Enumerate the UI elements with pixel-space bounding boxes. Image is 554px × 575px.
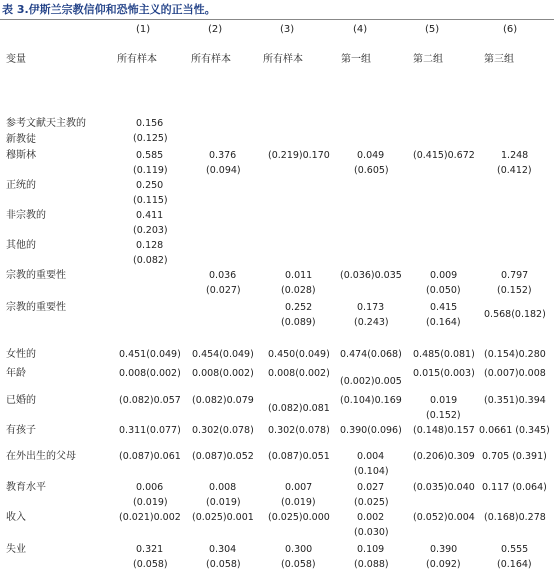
table-cell: (0.007)0.008 [484, 368, 546, 379]
table-cell: 0.019 [430, 395, 458, 406]
table-cell: (0.050) [426, 285, 461, 296]
table-cell: 0.797 [501, 270, 529, 281]
row-label: 失业 [6, 544, 26, 555]
table-cell: 0.568(0.182) [484, 309, 546, 320]
table-cell: (0.025)0.000 [268, 512, 330, 523]
row-label: 收入 [6, 512, 26, 523]
table-cell: (0.243) [354, 317, 389, 328]
table-cell: (0.351)0.394 [484, 395, 546, 406]
table-cell: (0.025)0.001 [192, 512, 254, 523]
table-cell: 0.109 [357, 544, 385, 555]
table-cell: 0.027 [357, 482, 385, 493]
table-cell: (0.206)0.309 [413, 451, 475, 462]
table-cell: 0.321 [136, 544, 164, 555]
table-cell: (0.089) [281, 317, 316, 328]
table-cell: (0.168)0.278 [484, 512, 546, 523]
col-num-4: (4) [353, 24, 368, 35]
row-label: 正统的 [6, 180, 36, 191]
row-label: 新教徒 [6, 134, 36, 145]
table-cell: (0.019) [133, 497, 168, 508]
table-cell: (0.082) [133, 255, 168, 266]
col-label-2: 所有样本 [191, 54, 231, 65]
table-cell: 0.015(0.003) [413, 368, 475, 379]
table-cell: 0.252 [285, 302, 313, 313]
table-cell: (0.164) [497, 559, 532, 570]
table-cell: (0.087)0.052 [192, 451, 254, 462]
col-label-4: 第一组 [341, 54, 371, 65]
table-cell: (0.036)0.035 [340, 270, 402, 281]
table-cell: (0.058) [133, 559, 168, 570]
top-rule [0, 19, 554, 20]
variable-header: 变量 [6, 54, 26, 65]
table-cell: (0.094) [206, 165, 241, 176]
table-cell: 0.250 [136, 180, 164, 191]
row-label: 其他的 [6, 240, 36, 251]
row-label: 年龄 [6, 368, 26, 379]
table-cell: 0.002 [357, 512, 385, 523]
table-cell: 0.128 [136, 240, 164, 251]
table-title: 表 3.伊斯兰宗教信仰和恐怖主义的正当性。 [2, 3, 216, 16]
table-cell: (0.027) [206, 285, 241, 296]
table-cell: (0.052)0.004 [413, 512, 475, 523]
table-cell: 0.555 [501, 544, 529, 555]
table-cell: (0.030) [354, 527, 389, 538]
table-cell: (0.104)0.169 [340, 395, 402, 406]
table-cell: (0.605) [354, 165, 389, 176]
table-cell: (0.019) [281, 497, 316, 508]
row-label: 在外出生的父母 [6, 451, 76, 462]
row-label: 教育水平 [6, 482, 46, 493]
table-cell: 0.705 (0.391) [482, 451, 547, 462]
table-cell: 0.376 [209, 150, 237, 161]
col-num-3: (3) [280, 24, 295, 35]
table-cell: 0.008(0.002) [192, 368, 254, 379]
table-cell: 0.008 [209, 482, 237, 493]
table-cell: (0.152) [426, 410, 461, 421]
col-label-6: 第三组 [484, 54, 514, 65]
table-cell: 0.390 [430, 544, 458, 555]
table-cell: (0.087)0.061 [119, 451, 181, 462]
table-cell: 0.415 [430, 302, 458, 313]
table-cell: (0.115) [133, 195, 168, 206]
table-cell: (0.088) [354, 559, 389, 570]
table-cell: (0.021)0.002 [119, 512, 181, 523]
table-cell: (0.125) [133, 133, 168, 144]
table-cell: 0.009 [430, 270, 458, 281]
row-label: 有孩子 [6, 425, 36, 436]
table-cell: 0.485(0.081) [413, 349, 475, 360]
table-cell: (0.219)0.170 [268, 150, 330, 161]
table-cell: (0.415)0.672 [413, 150, 475, 161]
table-cell: 0.311(0.077) [119, 425, 181, 436]
table-cell: (0.154)0.280 [484, 349, 546, 360]
col-label-3: 所有样本 [263, 54, 303, 65]
table-cell: 0.390(0.096) [340, 425, 402, 436]
table-cell: 0.304 [209, 544, 237, 555]
table-cell: 0.474(0.068) [340, 349, 402, 360]
table-cell: 0.451(0.049) [119, 349, 181, 360]
table-cell: 0.049 [357, 150, 385, 161]
table-cell: 0.585 [136, 150, 164, 161]
table-cell: (0.092) [426, 559, 461, 570]
row-label: 非宗教的 [6, 210, 46, 221]
col-num-1: (1) [136, 24, 151, 35]
row-label: 已婚的 [6, 395, 36, 406]
table-cell: (0.058) [281, 559, 316, 570]
table-cell: (0.082)0.057 [119, 395, 181, 406]
table-cell: (0.152) [497, 285, 532, 296]
table-cell: 0.450(0.049) [268, 349, 330, 360]
table-cell: 0.011 [285, 270, 313, 281]
table-cell: (0.082)0.081 [268, 403, 330, 414]
table-cell: (0.002)0.005 [340, 376, 402, 387]
table-cell: (0.412) [497, 165, 532, 176]
table-cell: (0.025) [354, 497, 389, 508]
table-cell: (0.104) [354, 466, 389, 477]
col-num-2: (2) [208, 24, 223, 35]
table-cell: 0.300 [285, 544, 313, 555]
table-cell: 1.248 [501, 150, 529, 161]
table-cell: 0.454(0.049) [192, 349, 254, 360]
table-cell: 0.008(0.002) [119, 368, 181, 379]
table-cell: (0.087)0.051 [268, 451, 330, 462]
table-cell: 0.008(0.002) [268, 368, 330, 379]
table-cell: 0.302(0.078) [268, 425, 330, 436]
row-label: 宗教的重要性 [6, 302, 66, 313]
table-cell: 0.0661 (0.345) [479, 425, 550, 436]
table-cell: (0.203) [133, 225, 168, 236]
col-num-6: (6) [503, 24, 518, 35]
table-cell: (0.119) [133, 165, 168, 176]
row-label: 宗教的重要性 [6, 270, 66, 281]
table-cell: (0.164) [426, 317, 461, 328]
table-cell: 0.006 [136, 482, 164, 493]
col-label-1: 所有样本 [117, 54, 157, 65]
table-cell: 0.302(0.078) [192, 425, 254, 436]
col-label-5: 第二组 [413, 54, 443, 65]
row-label: 穆斯林 [6, 150, 36, 161]
table-cell: 0.007 [285, 482, 313, 493]
table-cell: (0.035)0.040 [413, 482, 475, 493]
table-cell: (0.019) [206, 497, 241, 508]
row-label: 参考文献天主教的 [6, 118, 86, 129]
table-cell: 0.411 [136, 210, 164, 221]
row-label: 女性的 [6, 349, 36, 360]
table-cell: (0.028) [281, 285, 316, 296]
table-cell: 0.156 [136, 118, 164, 129]
table-cell: 0.036 [209, 270, 237, 281]
table-cell: (0.082)0.079 [192, 395, 254, 406]
table-cell: 0.173 [357, 302, 385, 313]
table-cell: 0.117 (0.064) [482, 482, 547, 493]
table-cell: 0.004 [357, 451, 385, 462]
table-cell: (0.148)0.157 [413, 425, 475, 436]
table-cell: (0.058) [206, 559, 241, 570]
col-num-5: (5) [425, 24, 440, 35]
